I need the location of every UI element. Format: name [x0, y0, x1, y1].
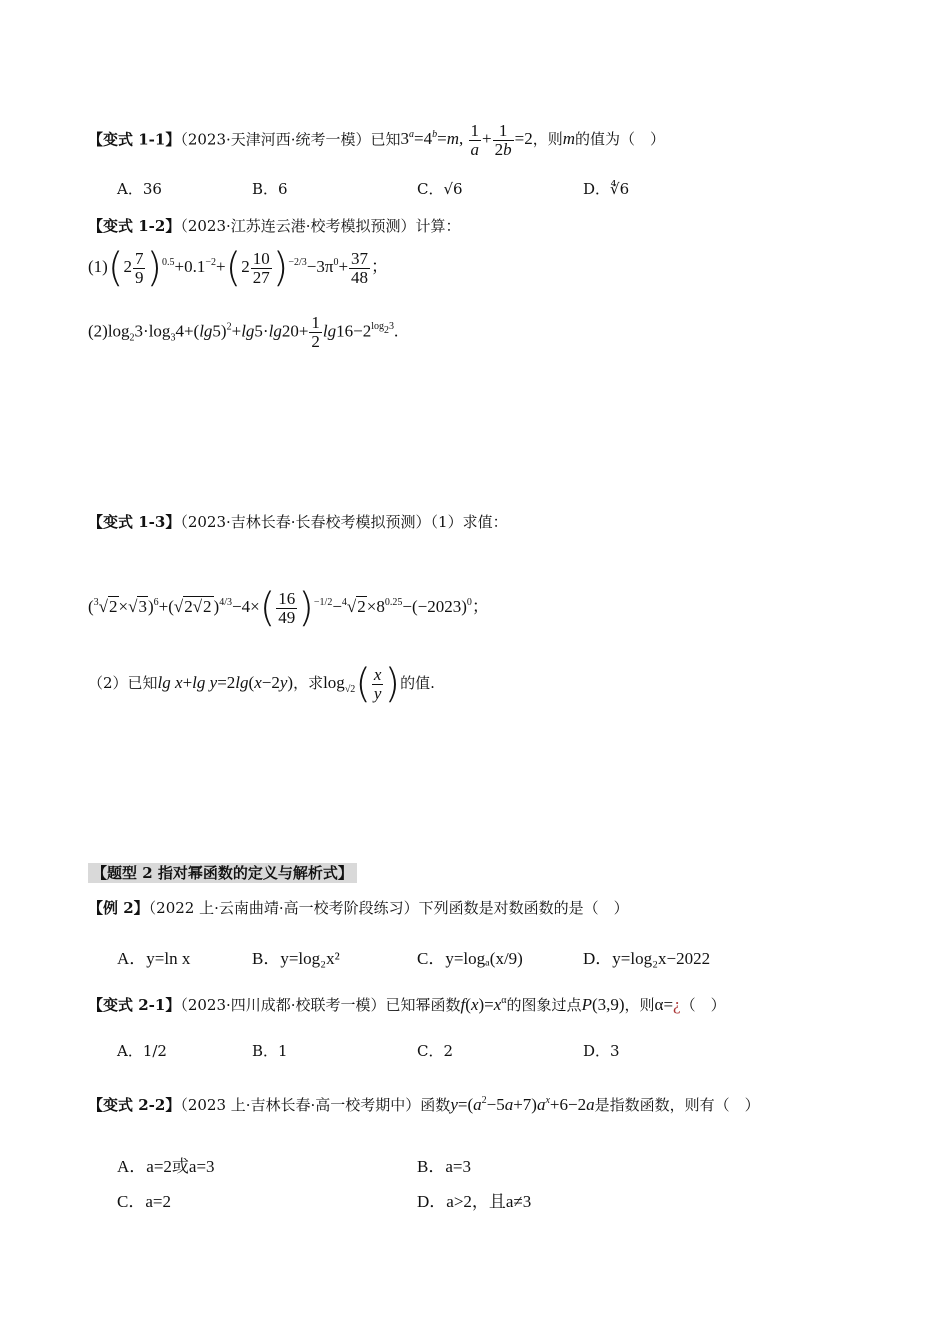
question-label: 【变式 2-2】	[88, 1096, 181, 1114]
function-expression: $y=(a^2-5a+7)a^x+6-2a$	[450, 1095, 595, 1114]
expression-1-2-part2: $(2)\log_23\cdot\log_34+(\lg 5)^2+\lg 5\cdot\lg 20+$ $\frac{1}{2}$ $\lg 16-2^{log_23}$.	[88, 313, 399, 351]
question-v1-2	[88, 215, 461, 236]
given-equation: $3^a=4^b=m$, $\frac{1}{a}$ + $\frac{1}{2b}$ =2	[400, 121, 533, 159]
question-v1-3	[88, 511, 508, 532]
option-b[interactable]: B．a=3	[417, 1157, 471, 1176]
expression-1-3-part2: （2）已知lg x+lg y=2lg(x−2y)，求$\log_{√2}$( $\frac{x}{y}$ )的值.	[88, 661, 435, 707]
question-example-2	[88, 897, 629, 918]
question-source: （2023·四川成都·校联考一模）已知幂函数	[180, 996, 461, 1014]
option-c[interactable]: C．2	[417, 1042, 454, 1060]
option-a[interactable]: A．a=2或a=3	[117, 1157, 215, 1176]
option-a[interactable]: A．1/2	[117, 1042, 167, 1060]
option-c[interactable]: C．y=logₐ(x/9)	[417, 949, 523, 968]
question-text: （2022 上·云南曲靖·高一校考阶段练习）下列函数是对数函数的是（ ）	[148, 899, 629, 917]
option-a[interactable]: A．y=ln x	[117, 949, 191, 968]
question-label: 【变式 1-3】	[88, 513, 181, 531]
part2-prefix: （2）已知	[88, 673, 158, 692]
question-label: 【变式 2-1】	[88, 996, 181, 1014]
option-d[interactable]: D．a>2，且a≠3	[417, 1192, 532, 1211]
question-tail: ，则m的值为（ ）	[532, 129, 666, 149]
part2-equation: lg x+lg y=2lg(x−2y)	[157, 672, 294, 692]
question-source: （2023·天津河西·统考一模）已知	[180, 130, 401, 149]
question-v1-1	[88, 122, 665, 159]
option-d[interactable]: D．y=log₂x−2022	[583, 949, 711, 968]
question-v2-1: 【变式 2-1】（2023·四川成都·校联考一模）已知幂函数$f(x)=x^\alpha$的图象过点P(3,9)，则α=¿（ ）	[88, 995, 726, 1014]
option-d[interactable]: D．∜6	[583, 180, 630, 198]
question-source: （2023·吉林长春·长春校考模拟预测）（1）求值：	[180, 513, 508, 531]
topic-2-title: 【题型 2 指对幂函数的定义与解析式】	[88, 863, 357, 883]
topic-heading	[88, 862, 357, 883]
given-function: $f(x)=x^\alpha$	[460, 995, 507, 1014]
option-c[interactable]: C．a=2	[117, 1192, 171, 1211]
option-c[interactable]: C．√6	[417, 180, 463, 198]
option-b[interactable]: B．y=log₂x²	[252, 949, 340, 968]
question-label: 【变式 1-1】	[88, 130, 181, 149]
question-label: 【例 2】	[88, 899, 149, 917]
option-d[interactable]: D．3	[583, 1042, 620, 1060]
question-v2-2	[88, 1094, 760, 1115]
expression-1-3-part1: $(^3√2\times√3)^6+(√2√2$ )$^{4/3}$−4×( $\frac{16}{49}$ )$^{-1/2}-^4√2\times 8^{0.25}-(-2023)^0$；	[88, 585, 489, 631]
question-source: （2023 上·吉林长春·高一校考期中）函数	[180, 1096, 451, 1114]
expression-1-2-part1: (1)(2 $\frac{7}{9}$ )$^{0.5}+0.1^{-2}+(2$ $\frac{10}{27}$ )$^{-2/3}-3\pi^0+$ $\frac{37}{48}$ ；	[88, 245, 389, 291]
question-label: 【变式 1-2】	[88, 217, 181, 235]
option-b[interactable]: B．6	[252, 180, 288, 198]
option-a[interactable]: A．36	[117, 180, 162, 198]
question-tail: 是指数函数，则有（ ）	[594, 1096, 760, 1114]
question-source: （2023·江苏连云港·校考模拟预测）计算：	[180, 217, 461, 235]
option-b[interactable]: B．1	[252, 1042, 288, 1060]
